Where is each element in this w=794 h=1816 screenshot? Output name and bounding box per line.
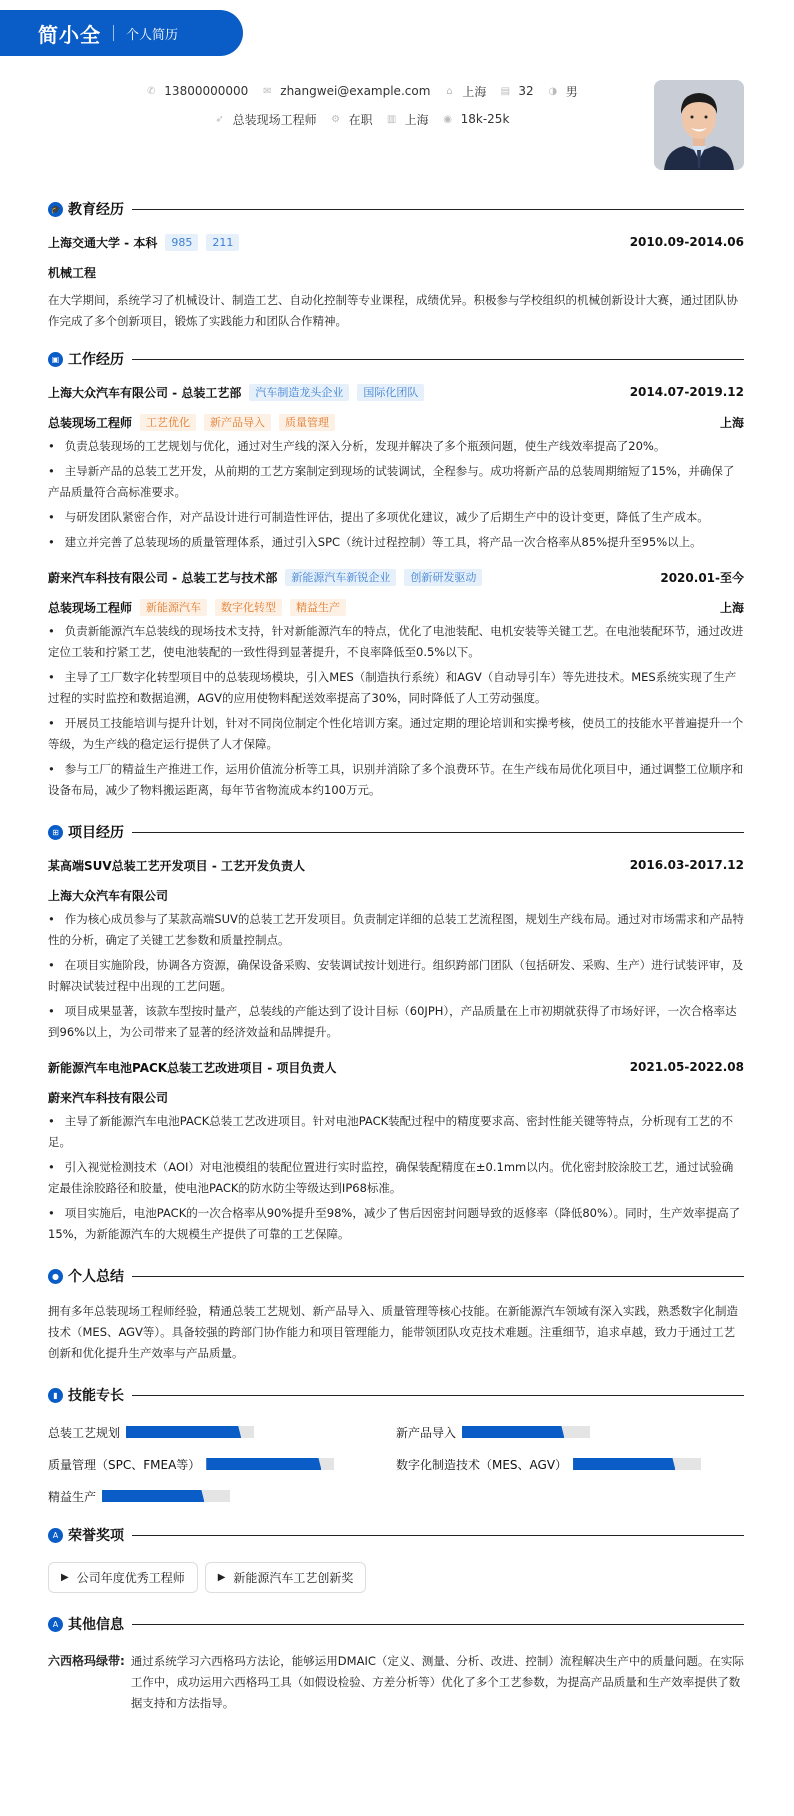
- role-tag: 数字化转型: [215, 599, 282, 616]
- section-title: 其他信息: [68, 1617, 124, 1633]
- contact-value: 13800000000: [164, 84, 249, 98]
- award-label: 新能源汽车工艺创新奖: [233, 1571, 354, 1585]
- contact-value: 总装现场工程师: [232, 112, 317, 127]
- section-title: 项目经历: [68, 825, 124, 841]
- bullet-item: • 项目成果显著，该款车型按时量产，总装线的产能达到了设计目标（60JPH），产品质量在上市初期就获得了市场好评，一次合格率达到96%以上，为公司带来了显著的经济效益和品牌提升。: [48, 1001, 744, 1043]
- contact-item: [215, 111, 317, 128]
- work-date: 2014.07-2019.12: [629, 385, 744, 399]
- skill-progress-fill: [462, 1426, 564, 1438]
- section-skills-header: [48, 1382, 744, 1408]
- contact-value: 上海: [404, 112, 429, 127]
- project-bullets: [48, 909, 744, 1043]
- work-company-row: [48, 382, 744, 402]
- bullet-item: • 建立并完善了总装现场的质量管理体系，通过引入SPC（统计过程控制）等工具，将产品一次合格率从85%提升至95%以上。: [48, 532, 744, 553]
- contact-item: [548, 83, 578, 100]
- salary-icon: ◉: [443, 113, 452, 125]
- contact-value: 18k-25k: [460, 112, 510, 126]
- bullet-item: • 与研发团队紧密合作，对产品设计进行可制造性评估，提出了多项优化建议，减少了后期生产中的设计变更，降低了生产成本。: [48, 507, 744, 528]
- skill-progress-fill: [102, 1490, 204, 1502]
- section-divider: [132, 1535, 744, 1536]
- project-item: [48, 855, 744, 1043]
- role-tag: 工艺优化: [140, 414, 196, 431]
- brand-subtitle: 个人简历: [126, 27, 179, 43]
- info-icon: A: [48, 1617, 63, 1632]
- role-tag: 精益生产: [290, 599, 346, 616]
- project-name-row: [48, 855, 744, 875]
- role-tag: 质量管理: [279, 414, 335, 431]
- work-bullets: [48, 436, 744, 553]
- contact-value: 32: [518, 84, 534, 98]
- work-item: [48, 382, 744, 553]
- project-name: 新能源汽车电池PACK总装工艺改进项目 - 项目负责人: [48, 1060, 337, 1075]
- section-education-header: [48, 196, 744, 222]
- company-name: 上海大众汽车有限公司 - 总装工艺部: [48, 385, 242, 400]
- skill-name: 质量管理（SPC、FMEA等）: [48, 1457, 201, 1472]
- work-location: 上海: [719, 600, 744, 615]
- section-divider: [132, 359, 744, 360]
- section-awards-header: [48, 1522, 744, 1548]
- skill-progress-bar: [462, 1426, 590, 1438]
- bullet-item: • 主导新产品的总装工艺开发，从前期的工艺方案制定到现场的试装调试，全程参与。成功将新产品的总装周期缩短了15%，并确保了产品质量符合高标准要求。: [48, 461, 744, 503]
- role-tag: 新能源汽车: [140, 599, 207, 616]
- age-icon: ▤: [500, 85, 511, 97]
- project-bullets: [48, 1111, 744, 1245]
- awards-list: [48, 1562, 744, 1593]
- project-company: 蔚来汽车科技有限公司: [48, 1090, 169, 1105]
- work-role-row: [48, 412, 744, 432]
- city-icon: ▥: [386, 113, 397, 125]
- project-date: 2021.05-2022.08: [629, 1060, 744, 1074]
- work-list: [48, 382, 744, 801]
- school-tag: 211: [206, 234, 239, 251]
- gender-icon: ◑: [548, 85, 558, 97]
- section-work-header: [48, 346, 744, 372]
- section-divider: [132, 832, 744, 833]
- brand-header: [0, 10, 243, 56]
- contact-item: [387, 111, 429, 128]
- resume-body: [48, 196, 744, 1714]
- contact-value: 上海: [462, 84, 487, 99]
- position-icon: ➶: [215, 113, 224, 125]
- contact-value: 男: [565, 84, 578, 99]
- bullet-item: • 项目实施后，电池PACK的一次合格率从90%提升至98%，减少了售后因密封问题导致的返修率（降低80%）。同时，生产效率提高了15%，为新能源汽车的大规模生产提供了可靠的工艺保障。: [48, 1203, 744, 1245]
- phone-icon: ✆: [147, 85, 156, 97]
- major-row: [48, 262, 744, 282]
- avatar: [654, 80, 744, 170]
- contact-value: zhangwei@example.com: [280, 84, 431, 98]
- bullet-item: • 作为核心成员参与了某款高端SUV的总装工艺开发项目。负责制定详细的总装工艺流程图，规划生产线布局。通过对市场需求和产品特性的分析，确定了关键工艺参数和质量控制点。: [48, 909, 744, 951]
- skill-item: [396, 1424, 744, 1440]
- section-divider: [132, 209, 744, 210]
- skill-item: [396, 1456, 744, 1472]
- project-company: 上海大众汽车有限公司: [48, 888, 169, 903]
- company-tag: 创新研发驱动: [404, 569, 482, 586]
- home-icon: ⌂: [446, 85, 453, 97]
- bullet-item: • 开展员工技能培训与提升计划，针对不同岗位制定个性化培训方案。通过定期的理论培训和实操考核，使员工的技能水平普遍提升一个等级，为生产线的稳定运行提供了人才保障。: [48, 713, 744, 755]
- skill-progress-fill: [126, 1426, 241, 1438]
- section-other-header: [48, 1611, 744, 1637]
- brand-name: 简小全: [38, 22, 101, 47]
- role-name: 总装现场工程师: [48, 415, 133, 430]
- project-list: [48, 855, 744, 1245]
- project-name-row: [48, 1057, 744, 1077]
- bullet-item: • 引入视觉检测技术（AOI）对电池模组的装配位置进行实时监控，确保装配精度在±0.1mm以内。优化密封胶涂胶工艺，通过试验确定最佳涂胶路径和胶量，使电池PACK的防水防尘等级达到IP68标准。: [48, 1157, 744, 1199]
- graduation-cap-icon: 🎓: [48, 202, 63, 217]
- section-title: 个人总结: [68, 1269, 124, 1285]
- skill-progress-fill: [573, 1458, 675, 1470]
- contact-item: [262, 84, 430, 98]
- work-location: 上海: [719, 415, 744, 430]
- section-title: 工作经历: [68, 352, 124, 368]
- award-badge: [205, 1562, 367, 1593]
- section-divider: [132, 1395, 744, 1396]
- project-name: 某高端SUV总装工艺开发项目 - 工艺开发负责人: [48, 858, 306, 873]
- play-triangle-icon: ▶: [61, 1572, 69, 1583]
- skill-name: 数字化制造技术（MES、AGV）: [396, 1457, 568, 1472]
- status-icon: ⚙: [331, 113, 341, 125]
- work-date: 2020.01-至今: [660, 570, 744, 585]
- other-info-row: [48, 1651, 744, 1714]
- avatar-photo-icon: [654, 80, 744, 170]
- skill-item: [48, 1488, 396, 1504]
- section-summary-header: [48, 1263, 744, 1289]
- company-tag: 汽车制造龙头企业: [249, 384, 349, 401]
- education-date: 2010.09-2014.06: [629, 235, 744, 249]
- skill-progress-bar: [102, 1490, 230, 1502]
- work-item: [48, 567, 744, 801]
- project-item: [48, 1057, 744, 1245]
- other-info-text: 通过系统学习六西格玛方法论，能够运用DMAIC（定义、测量、分析、改进、控制）流程解决生产中的质量问题。在实际工作中，成功运用六西格玛工具（如假设检验、方差分析等）优化了多个工艺参数，为提高产品质量和生产效率提供了数据支持和方法指导。: [130, 1654, 744, 1710]
- bar-chart-icon: ▮: [48, 1388, 63, 1403]
- bullet-item: • 主导了工厂数字化转型项目中的总装现场模块，引入MES（制造执行系统）和AGV（自动导引车）等先进技术。MES系统实现了生产过程的实时监控和数据追溯，AGV的应用使物料配送效率提高了30%，同时降低了人工劳动强度。: [48, 667, 744, 709]
- section-projects-header: [48, 819, 744, 845]
- brand-divider: [113, 25, 114, 41]
- briefcase-icon: ▣: [48, 352, 63, 367]
- bullet-item: • 在项目实施阶段，协调各方资源，确保设备采购、安装调试按计划进行。组织跨部门团队（包括研发、采购、生产）进行试装评审，及时解决试装过程中出现的工艺问题。: [48, 955, 744, 997]
- skill-progress-bar: [126, 1426, 254, 1438]
- skill-progress-fill: [206, 1458, 321, 1470]
- company-name: 蔚来汽车科技有限公司 - 总装工艺与技术部: [48, 570, 278, 585]
- play-triangle-icon: ▶: [217, 1572, 226, 1583]
- company-tag: 国际化团队: [357, 384, 424, 401]
- award-label: 公司年度优秀工程师: [76, 1571, 185, 1585]
- school-name: 上海交通大学 - 本科: [48, 235, 158, 250]
- contact-item: [331, 111, 373, 128]
- contact-item: [443, 112, 510, 126]
- skill-name: 精益生产: [48, 1489, 97, 1504]
- role-tag: 新产品导入: [204, 414, 271, 431]
- role-name: 总装现场工程师: [48, 600, 133, 615]
- section-title: 教育经历: [68, 202, 124, 218]
- section-divider: [132, 1276, 744, 1277]
- email-icon: ✉: [263, 85, 272, 97]
- project-date: 2016.03-2017.12: [629, 858, 744, 872]
- project-company-row: [48, 885, 744, 905]
- summary-text: 拥有多年总装现场工程师经验，精通总装工艺规划、新产品导入、质量管理等核心技能。在新能源汽车领域有深入实践，熟悉数字化制造技术（MES、AGV等）。具备较强的跨部门协作能力和项目管理能力，能带领团队攻克技术难题。注重细节，追求卓越，致力于通过工艺创新和优化提升生产效率与产品质量。: [48, 1304, 738, 1360]
- project-company-row: [48, 1087, 744, 1107]
- user-icon: ●: [48, 1269, 63, 1284]
- education-header-row: [48, 232, 744, 252]
- work-role-row: [48, 597, 744, 617]
- other-info-label: 六西格玛绿带:: [48, 1654, 125, 1668]
- award-badge: [48, 1562, 198, 1593]
- skill-name: 新产品导入: [396, 1425, 457, 1440]
- contact-value: 在职: [348, 112, 373, 127]
- skills-grid: [48, 1424, 744, 1504]
- contact-item: [500, 84, 533, 98]
- education-description: 在大学期间，系统学习了机械设计、制造工艺、自动化控制等专业课程，成绩优异。积极参与学校组织的机械创新设计大赛，通过团队协作完成了多个创新项目，锻炼了实践能力和团队合作精神。: [48, 293, 738, 328]
- work-bullets: [48, 621, 744, 801]
- bullet-item: • 负责总装现场的工艺规划与优化，通过对生产线的深入分析，发现并解决了多个瓶颈问题，使生产线效率提高了20%。: [48, 436, 744, 457]
- school-tag: 985: [165, 234, 198, 251]
- skill-item: [48, 1424, 396, 1440]
- skill-item: [48, 1456, 396, 1472]
- skill-progress-bar: [206, 1458, 334, 1470]
- grid-icon: ⊞: [48, 825, 63, 840]
- section-divider: [132, 1624, 744, 1625]
- section-title: 技能专长: [68, 1388, 124, 1404]
- bullet-item: • 主导了新能源汽车电池PACK总装工艺改进项目。针对电池PACK装配过程中的精度要求高、密封性能关键等特点，分析现有工艺的不足。: [48, 1111, 744, 1153]
- skill-progress-bar: [573, 1458, 701, 1470]
- skill-name: 总装工艺规划: [48, 1425, 121, 1440]
- work-company-row: [48, 567, 744, 587]
- contact-item: [146, 84, 248, 98]
- bullet-item: • 参与工厂的精益生产推进工作，运用价值流分析等工具，识别并消除了多个浪费环节。在生产线布局优化项目中，通过调整工位顺序和设备布局，减少了物料搬运距离，每年节省物流成本约100万元。: [48, 759, 744, 801]
- major: 机械工程: [48, 265, 97, 280]
- bullet-item: • 负责新能源汽车总装线的现场技术支持，针对新能源汽车的特点，优化了电池装配、电机安装等关键工艺。在电池装配环节，通过改进定位工装和拧紧工艺，使电池装配的一致性得到显著提升，不良率降低至0.5%以下。: [48, 621, 744, 663]
- award-icon: A: [48, 1528, 63, 1543]
- section-title: 荣誉奖项: [68, 1528, 124, 1544]
- company-tag: 新能源汽车新锐企业: [285, 569, 396, 586]
- contact-item: [444, 83, 486, 100]
